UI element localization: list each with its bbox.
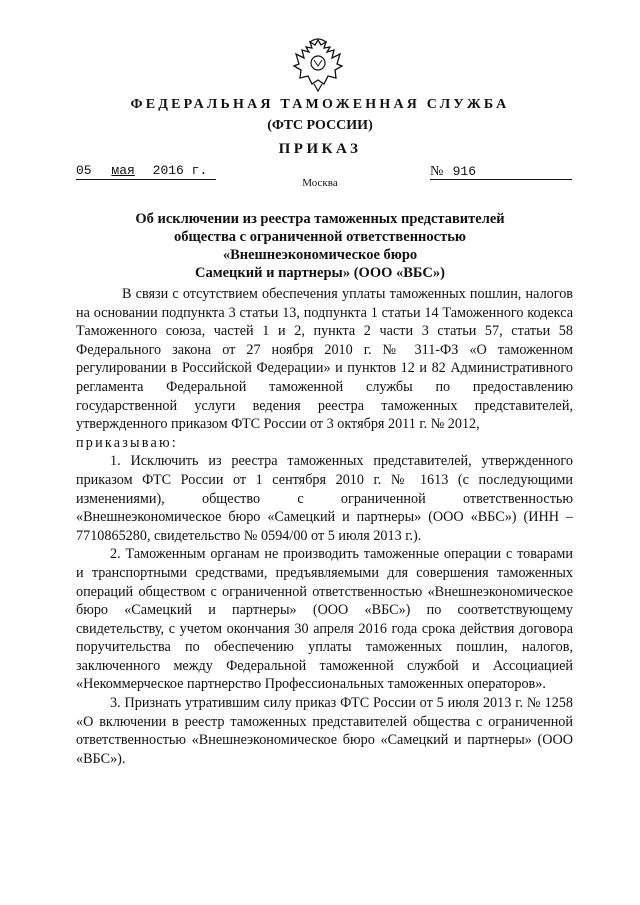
subject-line: Самецкий и партнеры» (ООО «ВБС») [195,265,445,281]
city: Москва [302,177,338,189]
order-item-1: 1. Исключить из реестра таможенных представителей, утвержденного приказом ФТС России от 1 сентября 2010 г. № 1613 (с последующими изменениями), общество с ограниченной ответственностью «Внешнеэкономическое бюро «Самецкий и партнеры» (ООО «ВБС») (ИНН – 7710865280, свидетельство № 0594/00 от 5 июля 2013 г.). [76,453,573,544]
number-sign: № [430,164,444,179]
subject-line: общества с ограниченной ответственностью «Внешнеэкономическое бюро [174,229,466,263]
date-year: 2016 г. [152,163,208,178]
date-month: мая [111,163,135,178]
coat-of-arms-icon [290,36,346,94]
order-item-3: 3. Признать утратившим силу приказ ФТС России от 5 июля 2013 г. № 1258 «О включении в реестр таможенных представителей общества с ограниченной ответственностью «Внешнеэкономическое бюро «Самецкий и партнеры» (ООО «ВБС»). [76,695,573,767]
subject-line: Об исключении из реестра таможенных представителей [135,211,505,227]
order-body [76,285,573,768]
order-item-2: 2. Таможенным органам не производить таможенные операции с товарами и транспортными средствами, предъявляемыми для совершения таможенных операций обществом с ограниченной ответственностью «Внешнеэкономическое бюро «Самецкий и партнеры» (ООО «ВБС») по соответствующему свидетельству, с учетом окончания 30 апреля 2016 года срока действия договора поручительства по обеспечению уплаты таможенных пошлин, налогов, заключенного между Федеральной таможенной службой и Ассоциацией «Некоммерческое партнерство Профессиональных таможенных операторов». [76,546,573,693]
agency-name: ФЕДЕРАЛЬНАЯ ТАМОЖЕННАЯ СЛУЖБА [130,97,510,112]
date-day: 05 [76,163,92,178]
number-value: 916 [452,164,477,179]
order-word: приказываю: [76,434,178,451]
agency-abbreviation: (ФТС РОССИИ) [267,118,373,133]
order-subject [100,210,540,282]
document-type: ПРИКАЗ [278,141,362,157]
preamble-paragraph: В связи с отсутствием обеспечения уплаты таможенных пошлин, налогов на основании подпункта 3 статьи 13, подпункта 1 статьи 14 Таможенного кодекса Таможенного союза, частей 1 и 2, пункта 2 части 3 статьи 57, статьи 58 Федерального закона от 27 ноября 2010 г. № 311-ФЗ «О таможенном регулировании в Российской Федерации» и пунктов 12 и 82 Административного регламента Федеральной таможенной службы по предоставлению государственной услуги ведения реестра таможенных представителей, утвержденного приказом ФТС России от 3 октября 2011 г. № 2012, [76,286,573,433]
